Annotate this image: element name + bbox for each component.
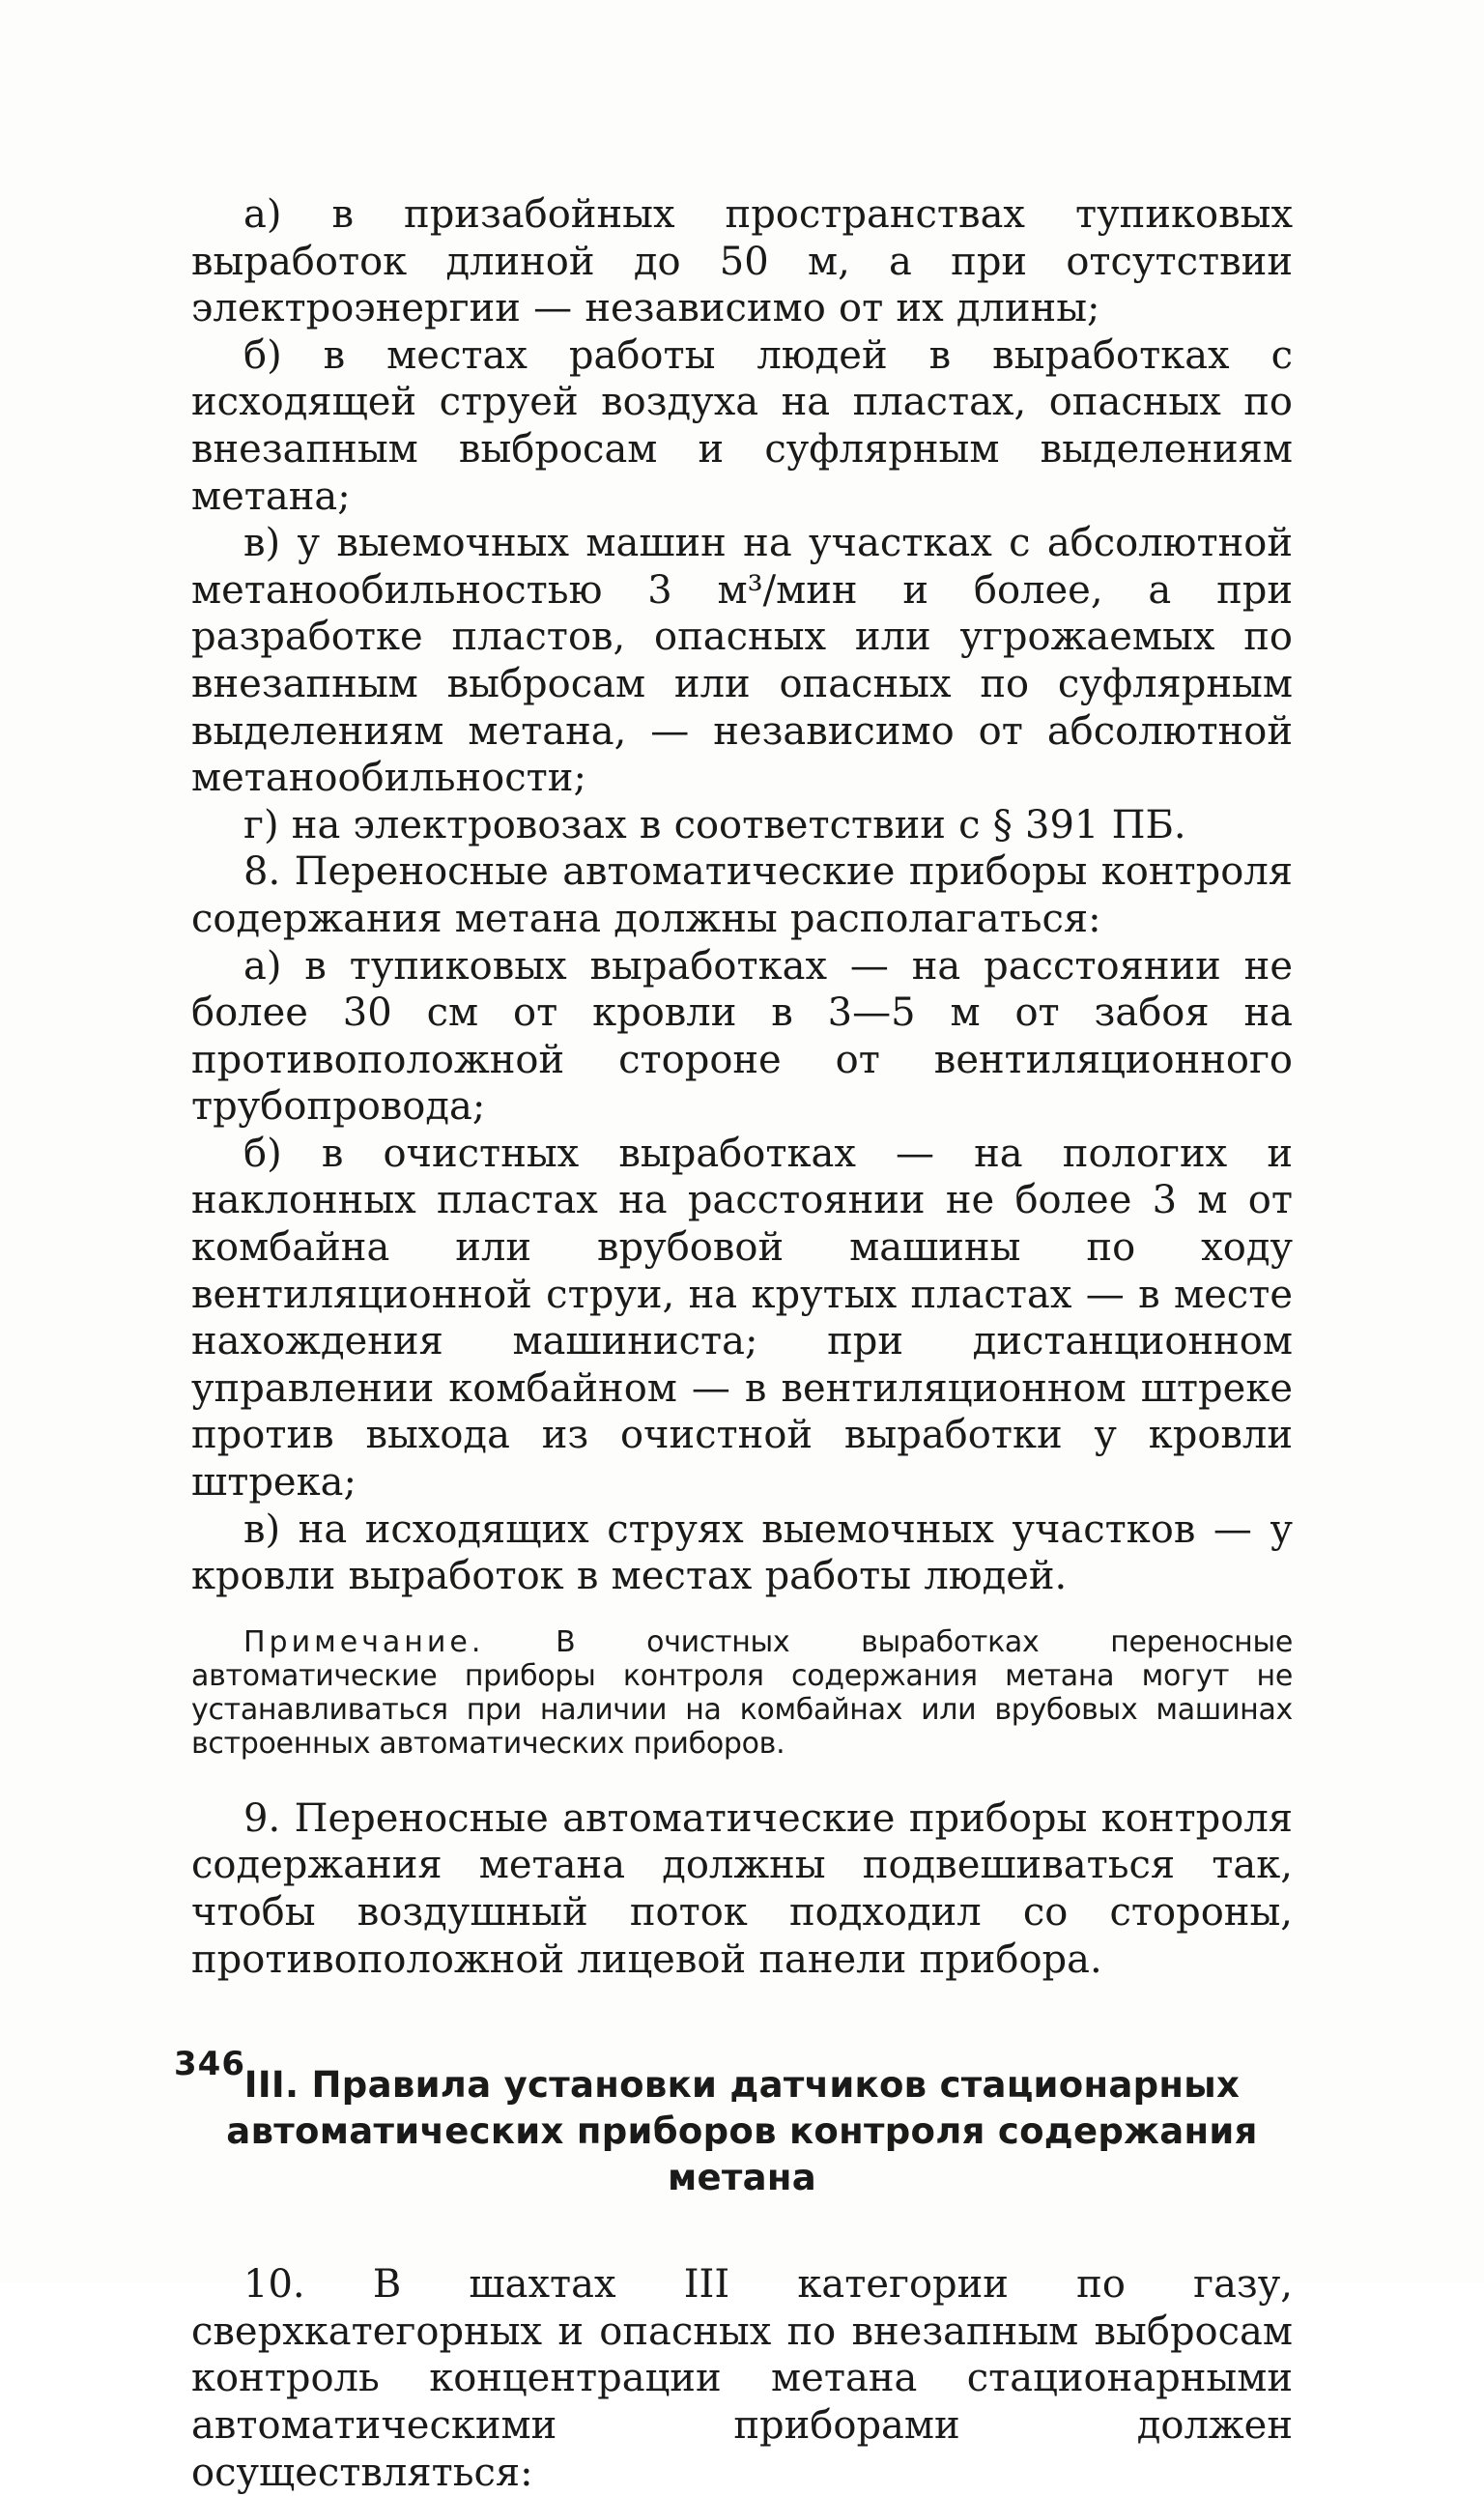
section-heading: III. Правила установки датчиков стационарных автоматических приборов контроля содержания метана <box>226 2064 1258 2199</box>
paragraph-b1: б) в местах работы людей в выработках с исходящей струей воздуха на пластах, опасных по внезапным выбросам и суфлярным выделениям метана; <box>191 332 1293 519</box>
note <box>191 1625 1293 1761</box>
paragraph-10: 10. В шахтах III категории по газу, сверхкатегорных и опасных по внезапным выбросам контроль концентрации метана стационарными автоматическими приборами должен осуществляться: <box>191 2262 1293 2495</box>
paragraph-a2: а) в тупиковых выработках — на расстоянии не более 30 см от кровли в 3—5 м от забоя на противоположной стороне от вентиляционного трубопровода; <box>191 943 1293 1130</box>
paragraph-8: 8. Переносные автоматические приборы контроля содержания метана должны располагаться: <box>191 849 1293 941</box>
note-text: В очистных выработках переносные автоматические приборы контроля содержания метана могут не устанавливаться при наличии на комбайнах или врубовых машинах встроенных автоматических приборов. <box>191 1624 1293 1761</box>
text-block <box>191 191 1293 2496</box>
paragraph-v2: в) на исходящих струях выемочных участков — у кровли выработок в местах работы людей. <box>191 1506 1293 1599</box>
paragraph-g1: г) на электровозах в соответствии с § 391 ПБ. <box>243 802 1186 847</box>
paragraph-9: 9. Переносные автоматические приборы контроля содержания метана должны подвешиваться так, чтобы воздушный поток подходил со стороны, противоположной лицевой панели прибора. <box>191 1795 1293 1982</box>
paragraph-b2: б) в очистных выработках — на пологих и наклонных пластах на расстоянии не более 3 м от комбайна или врубовой машины по ходу вентиляционной струи, на крутых пластах — в месте нахождения машиниста; при дистанционном управлении комбайном — в вентиляционном штреке против выхода из очистной выработки у кровли штрека; <box>191 1131 1293 1506</box>
page-number: 346 <box>174 2045 245 2083</box>
paragraph-a1: а) в призабойных пространствах тупиковых выработок длиной до 50 м, а при отсутствии электроэнергии — независимо от их длины; <box>191 192 1293 331</box>
paragraph-v1: в) у выемочных машин на участках с абсолютной метанообильностью 3 м³/мин и более, а при разработке пластов, опасных или угрожаемых по внезапным выбросам или опасных по суфлярным выделениям метана, — независимо от абсолютной метанообильности; <box>191 521 1293 801</box>
note-label: Примечание. <box>243 1624 485 1659</box>
